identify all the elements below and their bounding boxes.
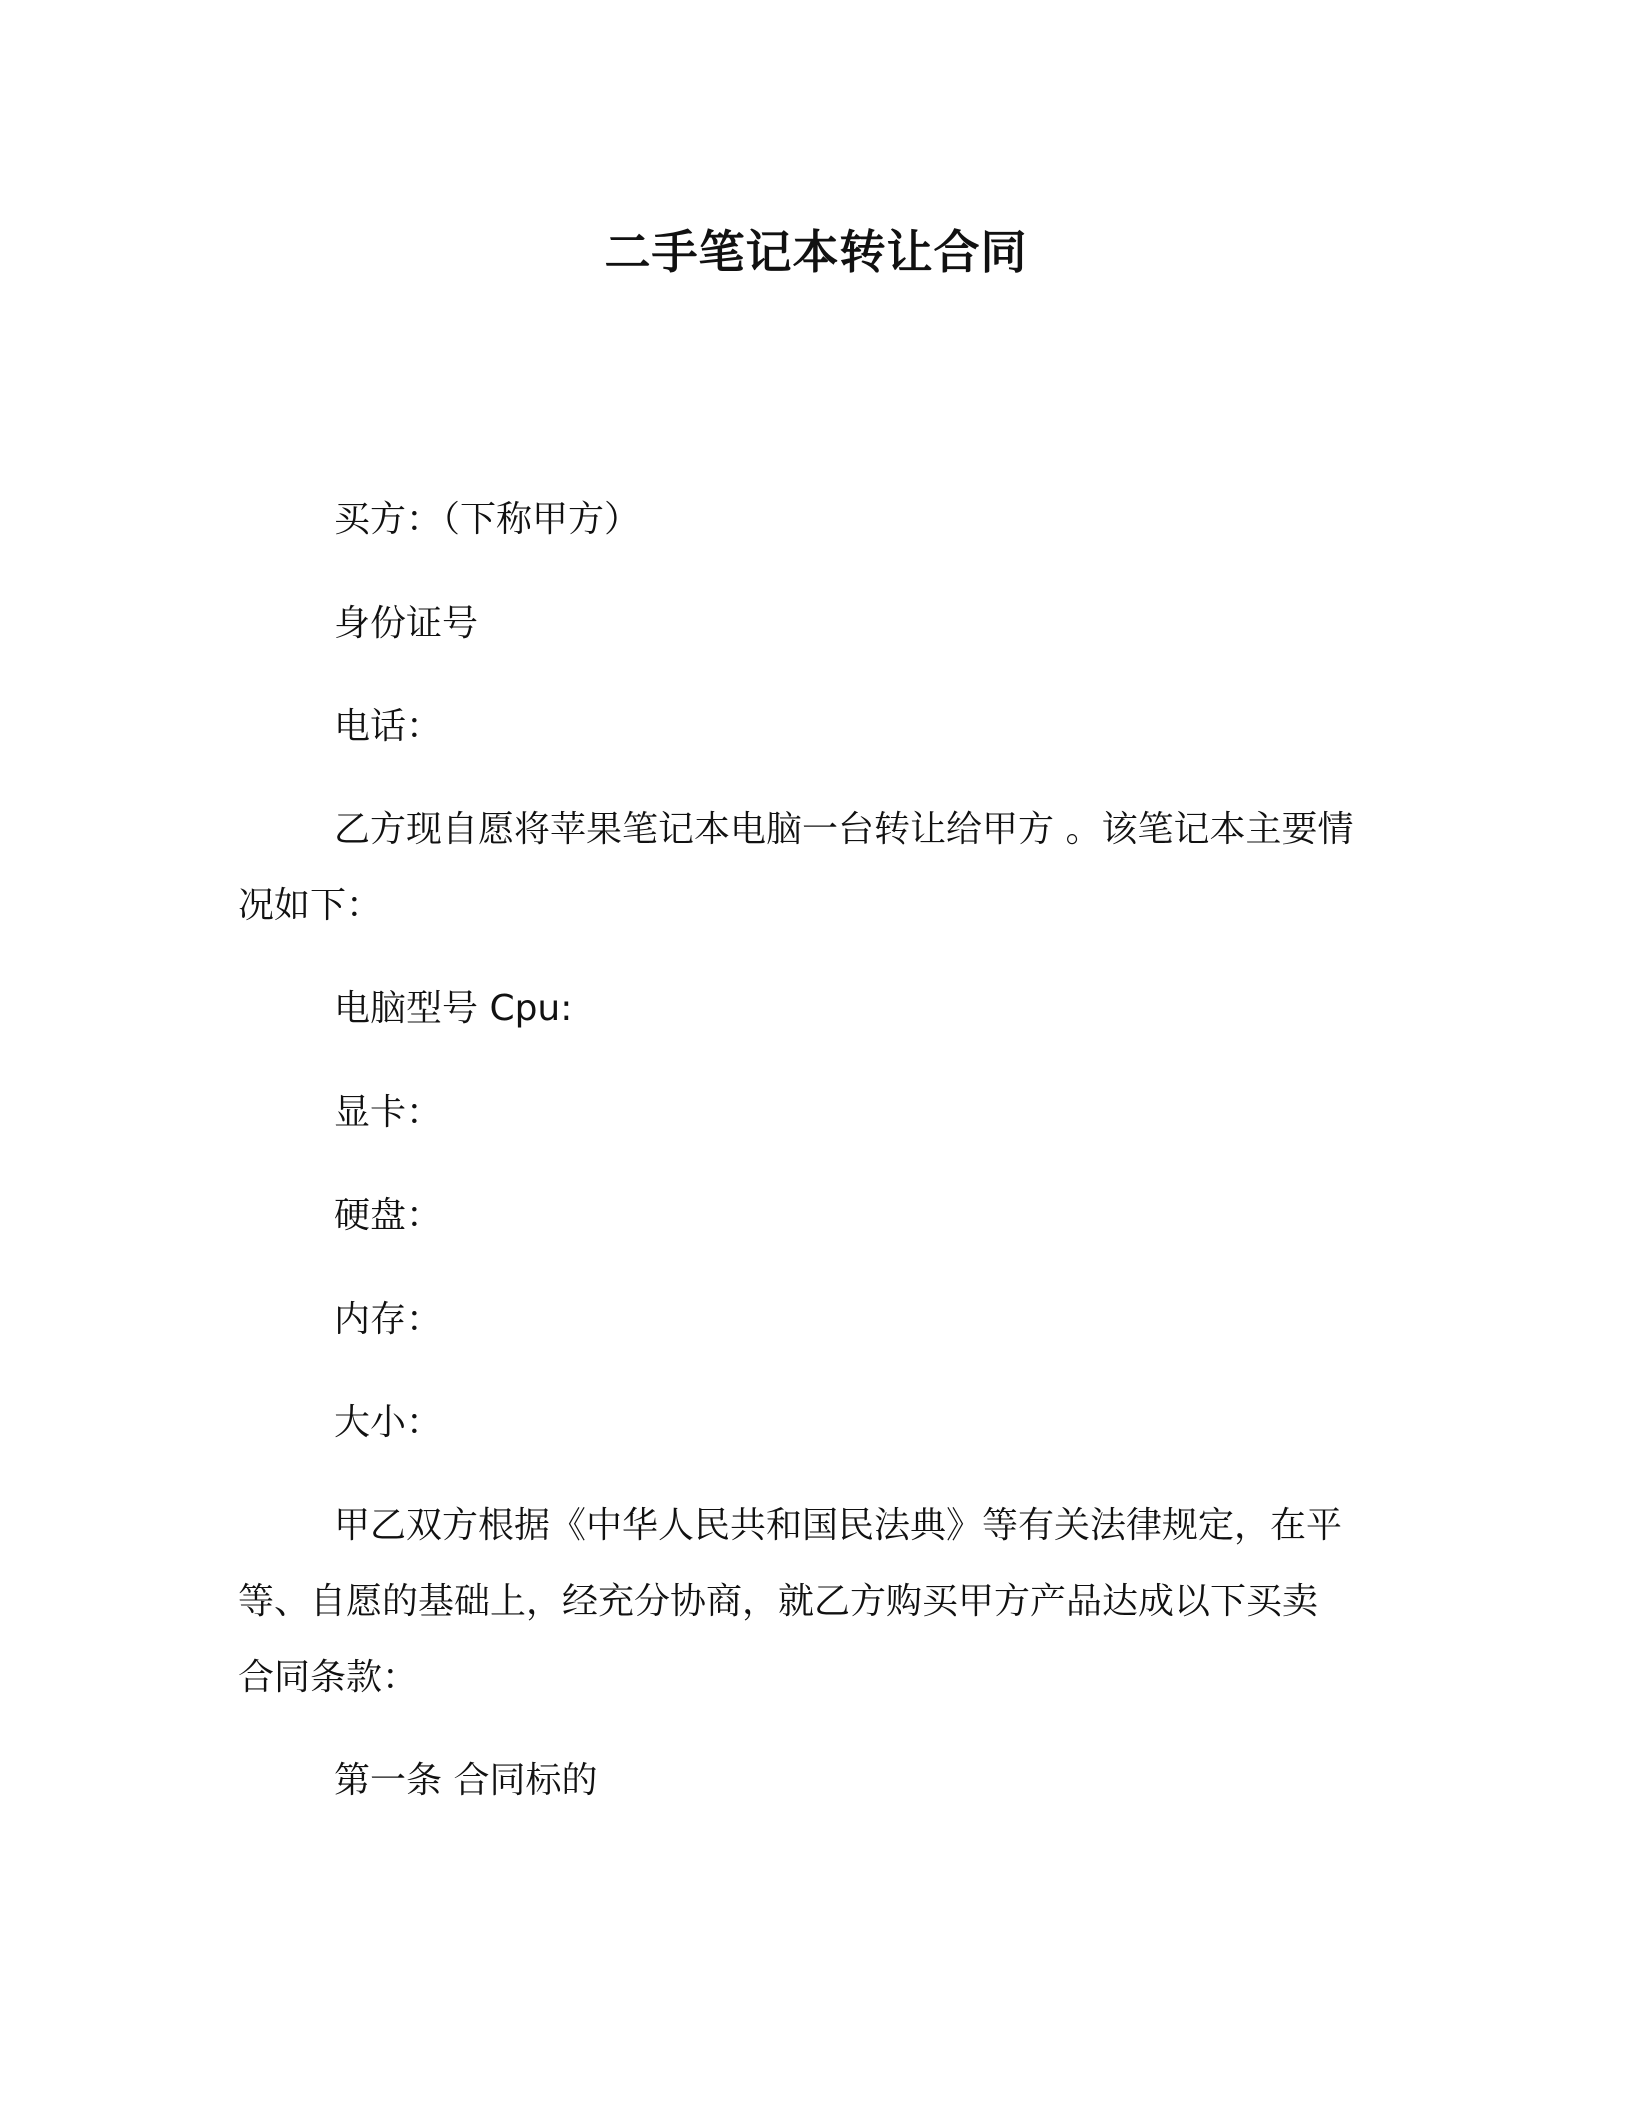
spec-gpu: 显卡： [334,1092,443,1133]
transfer-paragraph-line-2: 况如下： [238,885,383,926]
article-1-heading: 第一条 合同标的 [334,1760,598,1801]
document-title: 二手笔记本转让合同 [604,225,1028,279]
buyer-line: 买方：（下称甲方） [334,499,641,540]
spec-model-cpu: 电脑型号 Cpu: [334,988,573,1029]
basis-paragraph-line-2: 等、自愿的基础上，经充分协商，就乙方购买甲方产品达成以下买卖 [238,1581,1319,1622]
spec-memory: 内存： [334,1299,443,1340]
phone-line: 电话： [334,706,443,747]
transfer-paragraph-line-1: 乙方现自愿将苹果笔记本电脑一台转让给甲方 。该笔记本主要情 [334,809,1354,850]
id-number-line: 身份证号 [334,603,479,644]
basis-paragraph-line-1: 甲乙双方根据《中华人民共和国民法典》等有关法律规定，在平 [334,1505,1343,1546]
basis-paragraph-line-3: 合同条款： [238,1657,419,1698]
spec-size: 大小： [334,1402,443,1443]
spec-disk: 硬盘： [334,1195,443,1236]
